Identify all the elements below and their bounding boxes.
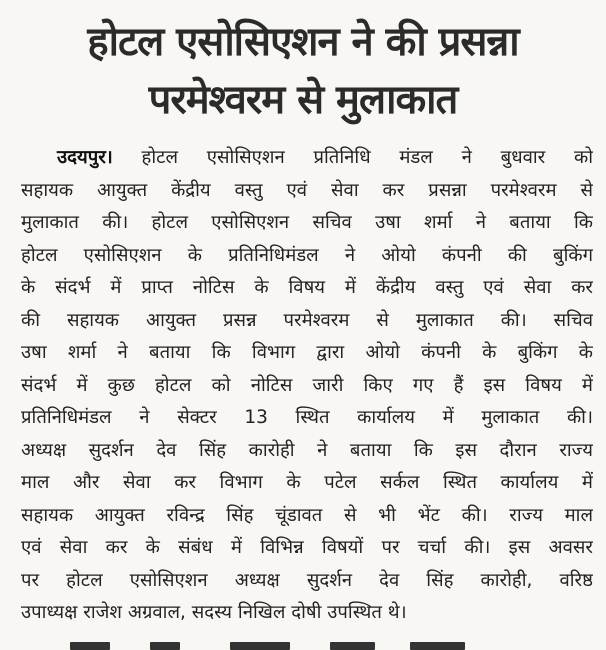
article-line: [21, 142, 593, 175]
article-line: माल और सेवा कर विभाग के पटेल सर्कल स्थित कार्यालय में: [21, 472, 593, 493]
article-line-text: होटल एसोसिएशन प्रतिनिधि मंडल ने बुधवार को: [112, 147, 593, 168]
dateline: उदयपुर।: [57, 147, 113, 168]
article-line: एवं सेवा कर के संबंध में विभिन्न विषयों पर चर्चा की। इस अवसर: [21, 537, 593, 558]
article-line: सहायक आयुक्त रविन्द्र सिंह चूंडावत से भी भेंट की। राज्य माल: [21, 504, 593, 526]
article-line: उपाध्यक्ष राजेश अग्रवाल, सदस्य निखिल दोषी उपस्थित थे।: [21, 602, 407, 623]
article-line: मुलाकात की। होटल एसोसिएशन सचिव उषा शर्मा ने बताया कि: [21, 212, 593, 233]
cut-off-fragment: [410, 642, 465, 650]
article-line: संदर्भ में कुछ होटल को नोटिस जारी किए गए हैं इस विषय में: [21, 374, 593, 396]
cut-off-fragment: [150, 642, 180, 650]
headline-line-1: होटल एसोसिएशन ने की प्रसन्ना: [87, 19, 519, 65]
cut-off-fragment: [230, 642, 290, 650]
cut-off-fragment: [330, 642, 375, 650]
article-line: उषा शर्मा ने बताया कि विभाग द्वारा ओयो कंपनी के बुकिंग के: [21, 342, 593, 363]
article-body: [21, 142, 593, 630]
article-line: के संदर्भ में प्राप्त नोटिस के विषय में केंद्रीय वस्तु एवं सेवा कर: [21, 277, 593, 298]
headline-line-2: परमेश्वरम से मुलाकात: [148, 77, 458, 123]
article-line: की सहायक आयुक्त प्रसन्न परमेश्वरम से मुलाकात की। सचिव: [21, 309, 593, 331]
article-line: प्रतिनिधिमंडल ने सेक्टर 13 स्थित कार्यालय में मुलाकात की।: [21, 407, 593, 428]
cut-off-fragment: [70, 642, 110, 650]
article-line: पर होटल एसोसिएशन अध्यक्ष सुदर्शन देव सिंह कारोही, वरिष्ठ: [21, 569, 593, 591]
article-line: अध्यक्ष सुदर्शन देव सिंह कारोही ने बताया कि इस दौरान राज्य: [21, 439, 593, 461]
cut-off-next-line: [0, 640, 606, 650]
article-line: सहायक आयुक्त केंद्रीय वस्तु एवं सेवा कर प्रसन्ना परमेश्वरम से: [21, 179, 593, 201]
article-line: होटल एसोसिएशन के प्रतिनिधिमंडल ने ओयो कंपनी की बुकिंग: [21, 244, 593, 266]
